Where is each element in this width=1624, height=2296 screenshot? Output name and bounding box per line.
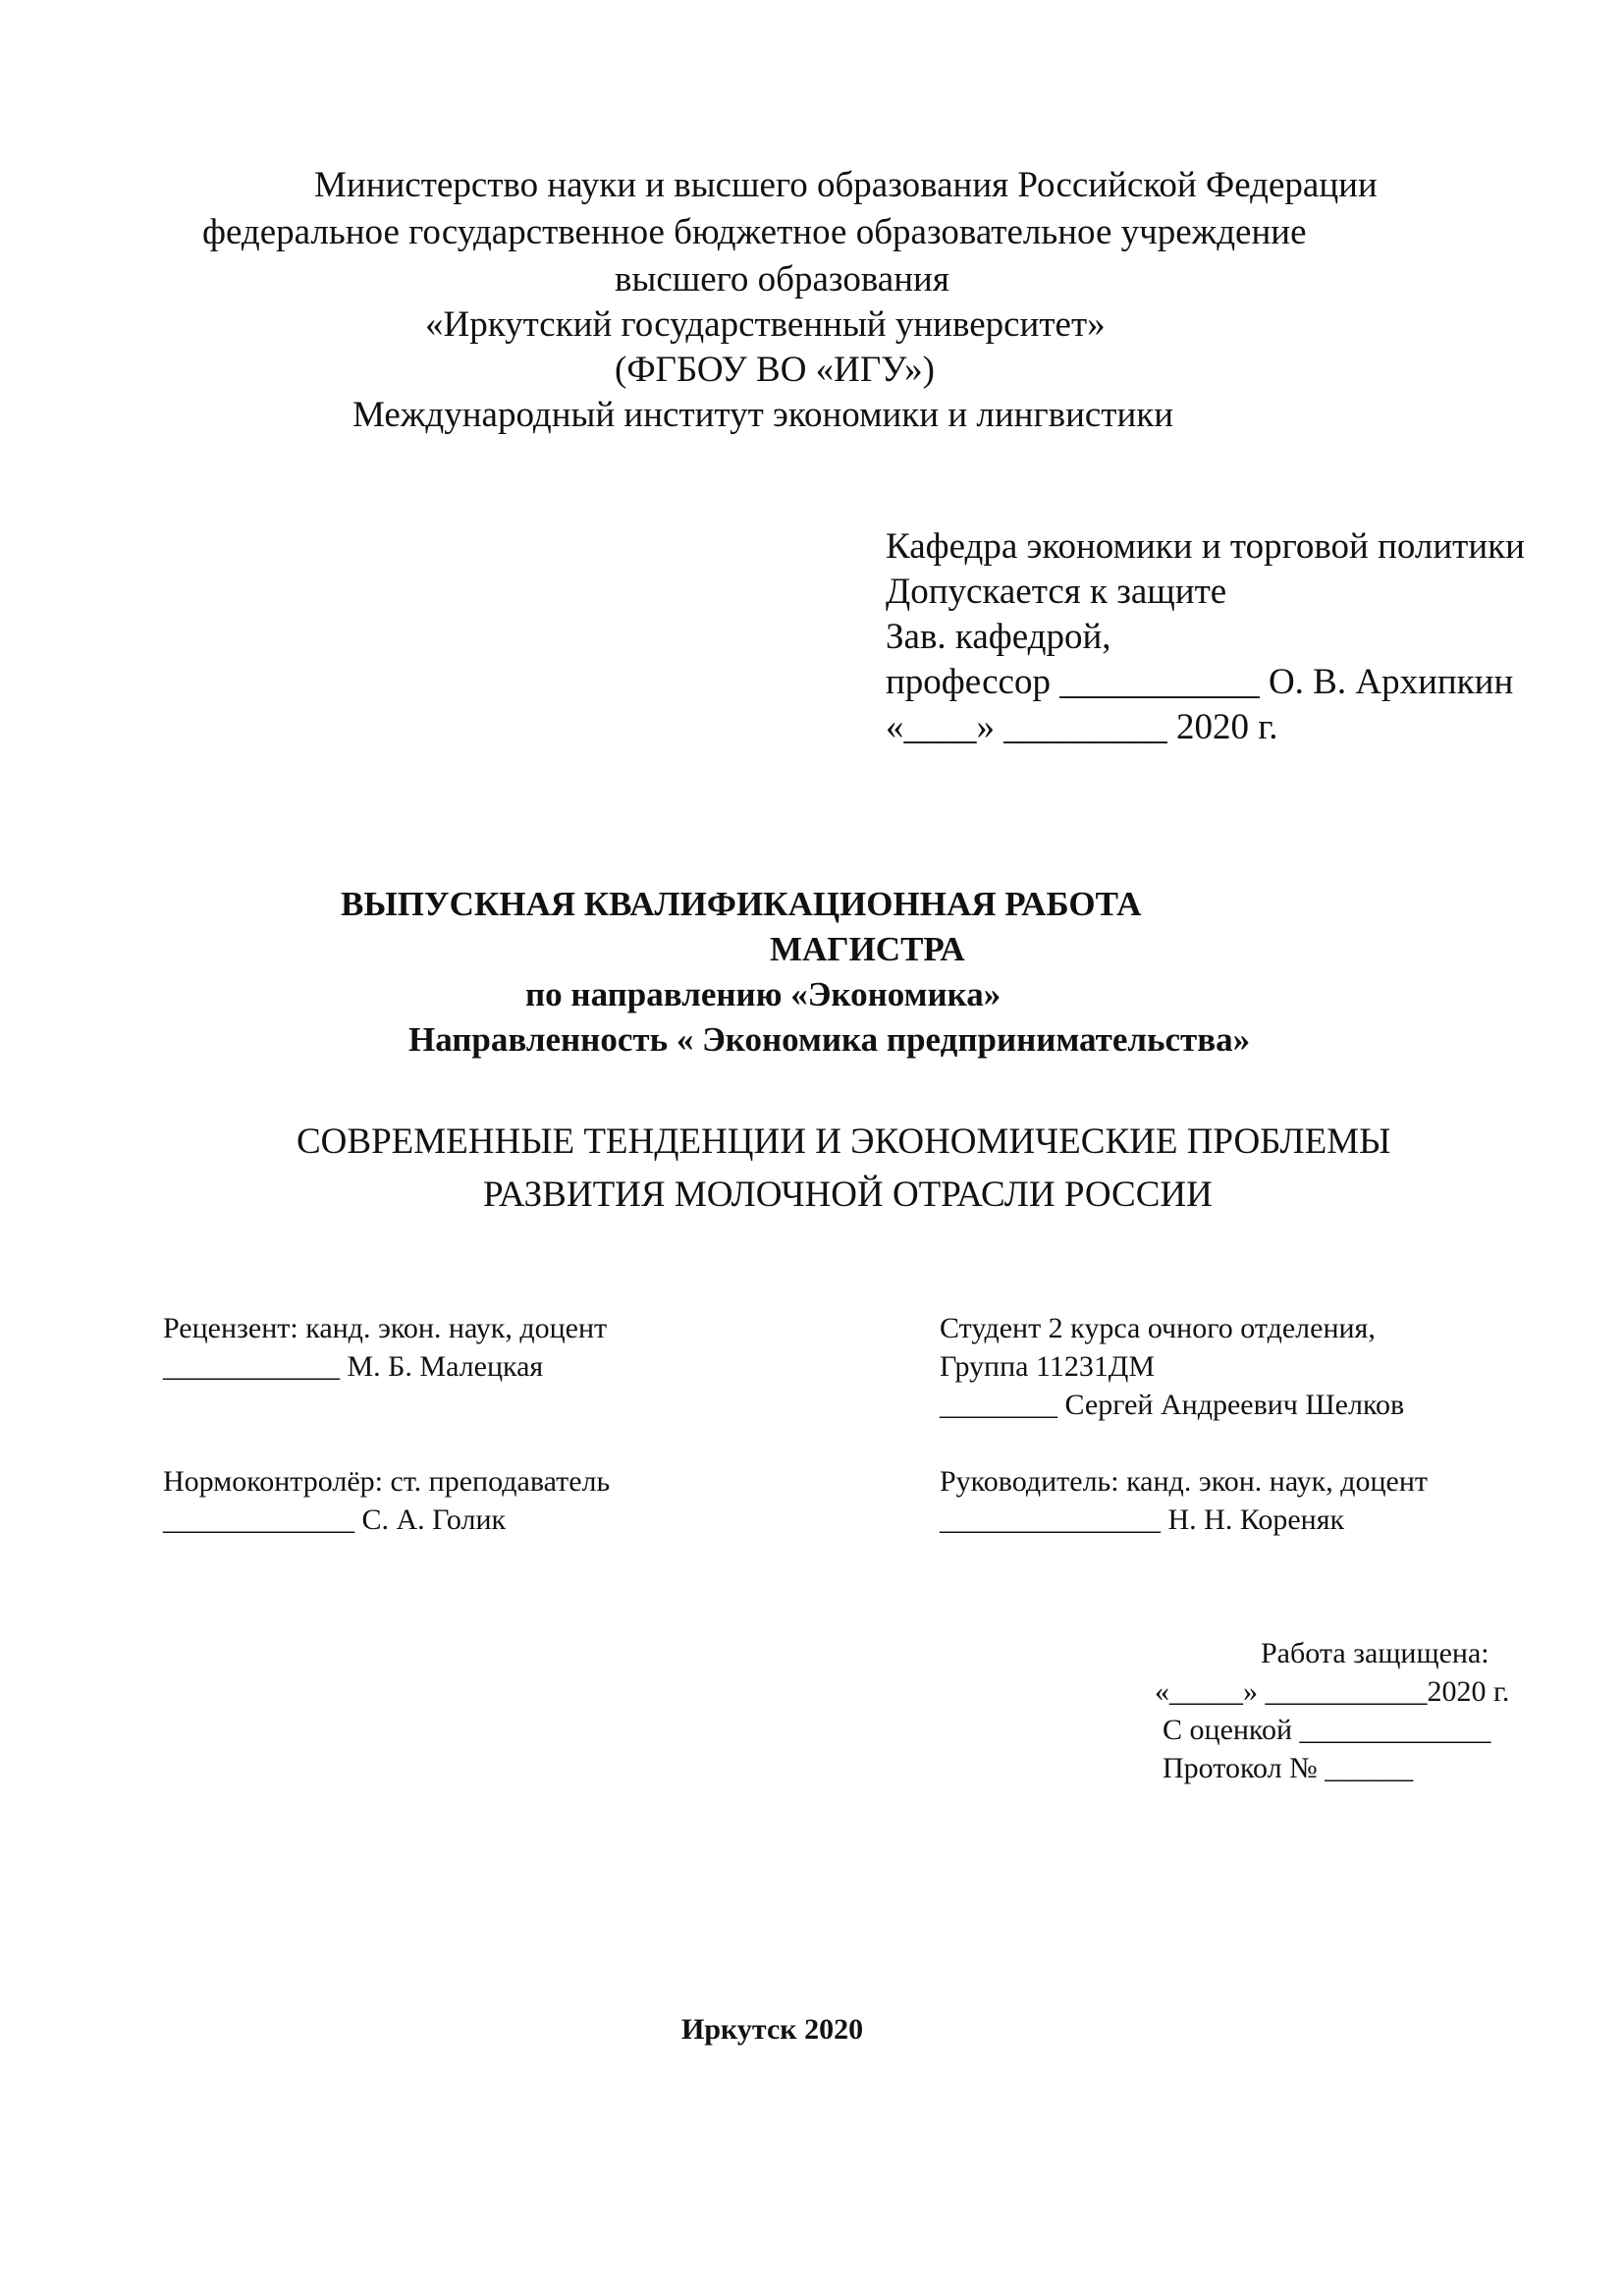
topic-line2: РАЗВИТИЯ МОЛОЧНОЙ ОТРАСЛИ РОССИИ <box>483 1175 1213 1215</box>
reviewer-role: Рецензент: канд. экон. наук, доцент <box>163 1312 608 1344</box>
student-group: Группа 11231ДМ <box>940 1350 1156 1383</box>
admission-date-line: «____» _________ 2020 г. <box>886 707 1278 747</box>
student-role: Студент 2 курса очного отделения, <box>940 1312 1376 1344</box>
ministry-line: Министерство науки и высшего образования Российской Федерации <box>314 165 1378 205</box>
institution-type-line: федеральное государственное бюджетное образовательное учреждение <box>202 212 1307 252</box>
work-title-line1: ВЫПУСКНАЯ КВАЛИФИКАЦИОННАЯ РАБОТА <box>341 885 1142 923</box>
supervisor-signature: _______________ Н. Н. Кореняк <box>940 1503 1345 1536</box>
professor-signature-line: профессор ___________ О. В. Архипкин <box>886 662 1514 702</box>
abbreviation-line: (ФГБОУ ВО «ИГУ») <box>615 350 935 390</box>
defense-date-line: «_____» ___________2020 г. <box>1155 1675 1510 1708</box>
education-level-line: высшего образования <box>615 259 949 300</box>
defense-protocol-line: Протокол № ______ <box>1163 1752 1414 1784</box>
normcontrol-signature: _____________ С. А. Голик <box>163 1503 507 1536</box>
head-line: Зав. кафедрой, <box>886 617 1111 657</box>
reviewer-signature: ____________ М. Б. Малецкая <box>163 1350 544 1383</box>
department-line: Кафедра экономики и торговой политики <box>886 526 1525 567</box>
defense-grade-line: С оценкой _____________ <box>1163 1714 1491 1746</box>
direction-line: по направлению «Экономика» <box>525 975 1001 1013</box>
student-signature: ________ Сергей Андреевич Шелков <box>940 1389 1405 1421</box>
defense-status: Работа защищена: <box>1261 1637 1489 1669</box>
admitted-line: Допускается к защите <box>886 572 1227 612</box>
work-title-line2: МАГИСТРА <box>770 930 965 968</box>
supervisor-role: Руководитель: канд. экон. наук, доцент <box>940 1465 1429 1498</box>
focus-line: Направленность « Экономика предпринимательства» <box>408 1020 1251 1059</box>
city-year: Иркутск 2020 <box>681 2013 864 2046</box>
topic-line1: СОВРЕМЕННЫЕ ТЕНДЕНЦИИ И ЭКОНОМИЧЕСКИЕ ПРОБЛЕМЫ <box>297 1121 1391 1162</box>
university-line: «Иркутский государственный университет» <box>425 304 1106 345</box>
normcontrol-role: Нормоконтролёр: ст. преподаватель <box>163 1465 611 1498</box>
institute-line: Международный институт экономики и лингвистики <box>352 395 1174 435</box>
